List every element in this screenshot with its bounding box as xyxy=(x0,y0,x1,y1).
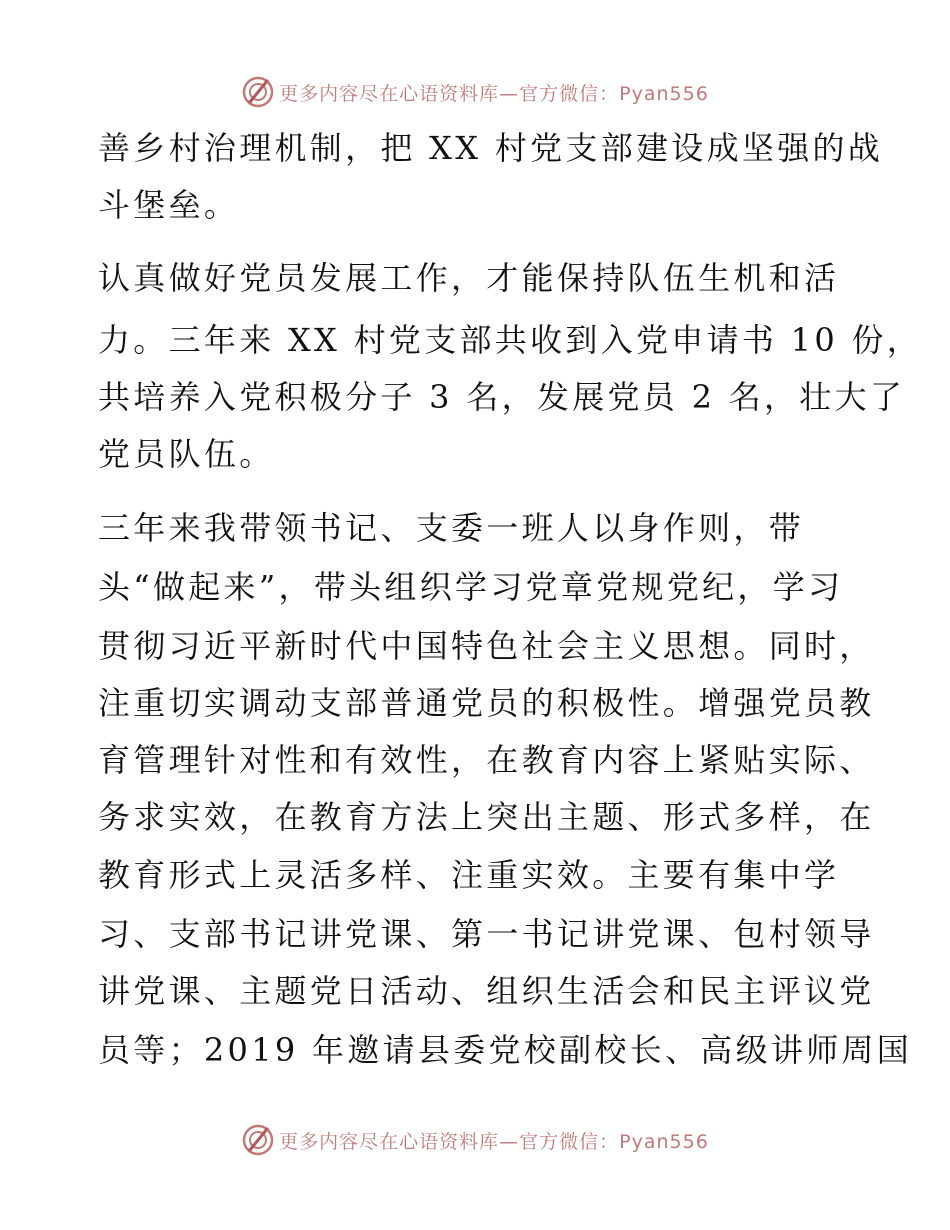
text-line: 共培养入党积极分子 3 名，发展党员 2 名，壮大了 xyxy=(98,378,906,416)
text-line: 斗堡垒。 xyxy=(98,186,240,224)
text-line: 认真做好党员发展工作，才能保持队伍生机和活 xyxy=(98,259,840,297)
text-line: 力。三年来 XX 村党支部共收到入党申请书 10 份， xyxy=(98,321,923,359)
watermark-text: 更多内容尽在心语资料库—官方微信：Pyan556 xyxy=(279,1130,709,1153)
text-line: 习、支部书记讲党课、第一书记讲党课、包村领导 xyxy=(98,915,875,953)
text-line: 党员队伍。 xyxy=(98,435,275,473)
text-line: 教育形式上灵活多样、注重实效。主要有集中学 xyxy=(98,856,840,894)
text-line: 头“做起来”，带头组织学习党章党规党纪，学习 xyxy=(98,568,844,606)
text-line: 讲党课、主题党日活动、组织生活会和民主评议党 xyxy=(98,972,875,1010)
text-line: 善乡村治理机制，把 XX 村党支部建设成坚强的战 xyxy=(98,129,884,167)
text-line: 务求实效，在教育方法上突出主题、形式多样，在 xyxy=(98,798,875,836)
watermark-text: 更多内容尽在心语资料库—官方微信：Pyan556 xyxy=(279,82,709,105)
text-line: 育管理针对性和有效性，在教育内容上紧贴实际、 xyxy=(98,741,875,779)
footer-watermark xyxy=(0,1120,950,1160)
text-line: 三年来我带领书记、支委一班人以身作则，带 xyxy=(98,509,805,547)
text-line: 员等；2019 年邀请县委党校副校长、高级讲师周国 xyxy=(98,1031,913,1069)
logo-icon xyxy=(241,1123,275,1157)
text-line: 注重切实调动支部普通党员的积极性。增强党员教 xyxy=(98,684,875,722)
text-line: 贯彻习近平新时代中国特色社会主义思想。同时， xyxy=(98,627,875,665)
